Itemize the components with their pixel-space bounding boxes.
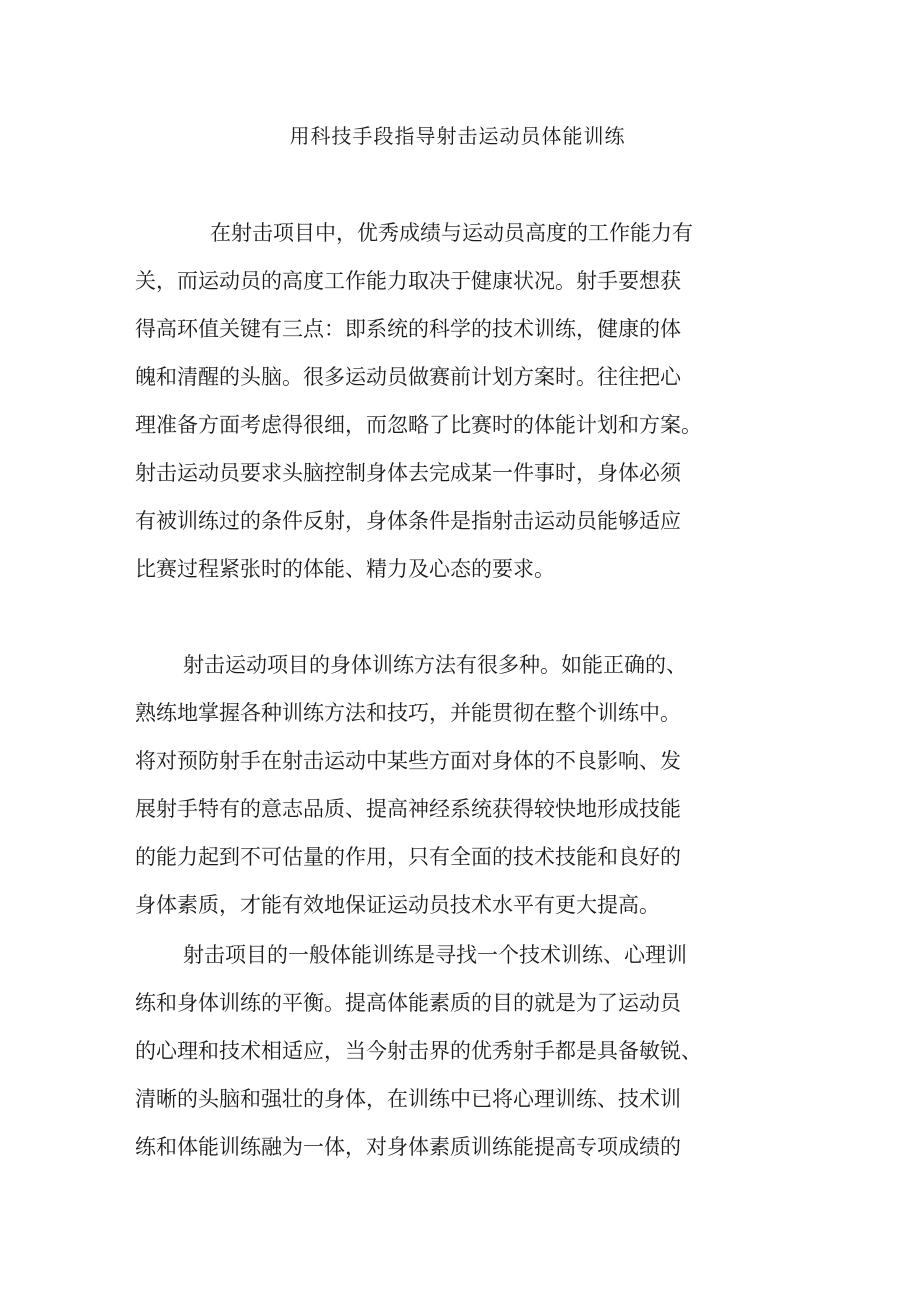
paragraph-line: 比赛过程紧张时的体能、精力及心态的要求。 (135, 557, 555, 581)
paragraph-line: 射击运动项目的身体训练方法有很多种。如能正确的、 (183, 653, 687, 677)
paragraph-line: 练和身体训练的平衡。提高体能素质的目的就是为了运动员 (135, 991, 681, 1015)
paragraph-line: 得高环值关键有三点：即系统的科学的技术训练，健康的体 (135, 317, 681, 341)
paragraph-line: 的心理和技术相适应，当今射击界的优秀射手都是具备敏锐、 (135, 1039, 702, 1063)
paragraph-line: 将对预防射手在射击运动中某些方面对身体的不良影响、发 (135, 749, 681, 773)
paragraph-line: 在射击项目中，优秀成绩与运动员高度的工作能力有 (210, 221, 693, 245)
paragraph-line: 有被训练过的条件反射，身体条件是指射击运动员能够适应 (135, 509, 681, 533)
paragraph-line: 身体素质，才能有效地保证运动员技术水平有更大提高。 (135, 893, 660, 917)
paragraph-line: 理准备方面考虑得很细，而忽略了比赛时的体能计划和方案。 (135, 413, 702, 437)
paragraph-line: 关，而运动员的高度工作能力取决于健康状况。射手要想获 (135, 269, 681, 293)
document-title: 用科技手段指导射击运动员体能训练 (289, 124, 626, 148)
paragraph-line: 清晰的头脑和强壮的身体，在训练中已将心理训练、技术训 (135, 1087, 681, 1111)
paragraph-line: 的能力起到不可估量的作用，只有全面的技术技能和良好的 (135, 845, 681, 869)
paragraph-line: 展射手特有的意志品质、提高神经系统获得较快地形成技能 (135, 797, 681, 821)
paragraph-line: 射击项目的一般体能训练是寻找一个技术训练、心理训 (183, 943, 687, 967)
paragraph-line: 魄和清醒的头脑。很多运动员做赛前计划方案时。往往把心 (135, 365, 681, 389)
paragraph-line: 射击运动员要求头脑控制身体去完成某一件事时，身体必须 (135, 461, 681, 485)
paragraph-line: 熟练地掌握各种训练方法和技巧，并能贯彻在整个训练中。 (135, 701, 681, 725)
paragraph-line: 练和体能训练融为一体，对身体素质训练能提高专项成绩的 (135, 1135, 681, 1159)
